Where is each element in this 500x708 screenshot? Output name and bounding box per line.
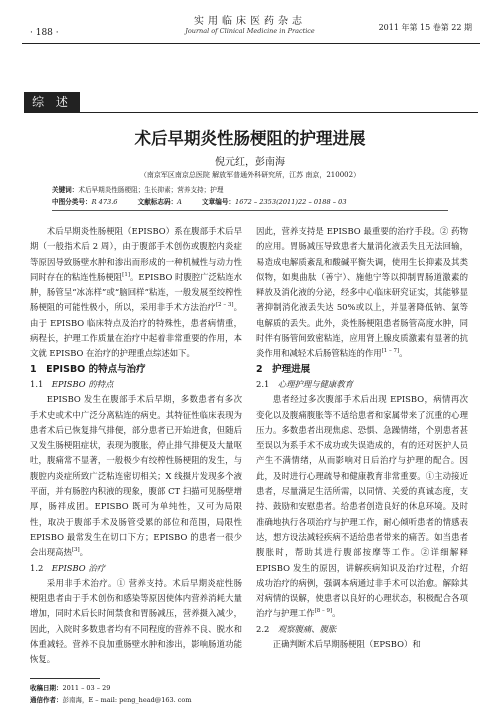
paragraph-2-1: 患者经过多次腹部手术后出现 EPISBO，病情再次变化以及腹痛腹胀等不适给患者和家属带来了沉重的心理压力。多数患者出现焦虑、恐惧、急躁情绪，个别患者甚至误以为系手术不成功或失误造成的，有的还对医护人员产生不满情绪，从而影响对日后治疗与护理的配合。因此，及时进行心理疏导和健康教育非常重要。①主动接近患者，尽量满足生活所需，以同情、关爱的真诚态度，支持、鼓励和安慰患者。给患者创造良好的休息环境。及时准确地执行各项治疗与护理工作，耐心倾听患者的情感表达，想方设法减轻疾病不适给患者带来的痛苦。如当患者腹胀时，帮助其进行腹部按摩等工作。②详细解释 EPISBO 发生的原因，讲解疾病知识及治疗过程，介绍成功治疗的病例，强调本病通过非手术可以治愈。解除其对病情的误解，使患者以良好的心理状态，积极配合各项治疗与护理工作[8 – 9]。 bbox=[256, 394, 468, 619]
body-column-right bbox=[256, 224, 468, 652]
citation[interactable]: [2 – 3] bbox=[215, 302, 234, 309]
body-column-left bbox=[30, 224, 242, 668]
citation[interactable]: [1] bbox=[122, 272, 130, 279]
article-title: 术后早期炎性肠梗阻的护理进展 bbox=[134, 129, 366, 148]
paragraph-1-1: EPISBO 发生在腹部手术后早期，多数患者有多次手术史或术中广泛分离粘连的病史。其特征性临床表现为患者术后已恢复排气排便，部分患者已开始进食，但随后又发生肠梗阻症状，表现为腹胀，停止排气排便及大量呕吐，腹痛常不显著，一般极少有绞榨性肠梗阻的发生，与腹腔内炎症所致广泛粘连密切相关；X 线摄片发现多个液平面，并有肠腔内积液的现象，腹部 CT 扫描可见肠壁增厚，肠袢成团。EPISBO 既可为单纯性，又可为局限性，取决于腹部手术及肠管受累的部位和范围，局限性 EPISBO 最常发生在切口下方；EPISBO 的患者一很少会出现高热[3]。 bbox=[30, 394, 242, 558]
keywords-label: 关键词： bbox=[52, 186, 79, 194]
section-tag: 综 述 bbox=[24, 92, 80, 113]
subsection-heading-1-2: 1.2 EPISBO 治疗 bbox=[30, 562, 106, 573]
issue-info: 2011 年第 15 卷第 22 期 bbox=[378, 23, 472, 32]
subsection-heading-1-1: 1.1 EPISBO 的特点 bbox=[30, 378, 114, 389]
paragraph-2-2: 正确判断术后早期肠梗阻（EPSBO）和 bbox=[272, 639, 421, 650]
header-rule bbox=[22, 43, 480, 44]
citation[interactable]: [3] bbox=[71, 547, 80, 554]
paragraph-1-2: 采用非手术治疗。① 营养支持。术后早期炎症性肠梗阻患者由于手术创伤和感染等原因使体内营养消耗大量增加，同时术后长时间禁食和胃肠减压，营养摄入减少，因此，入院时多数患者均有不同程度的营养不良、脱水和体重减轻。营养不良加重肠壁水肿和渗出，影响肠道功能恢复。 bbox=[30, 577, 242, 665]
article-number-field: 文章编号：1672 – 2353(2011)22 – 0188 – 03 bbox=[202, 198, 347, 206]
meta-rule bbox=[52, 210, 448, 211]
section-heading-2: 2 护理进展 bbox=[256, 363, 311, 375]
section-rule bbox=[80, 112, 478, 113]
received-date: 收稿日期：2011 – 03 – 29 bbox=[30, 684, 111, 692]
page-number: · 188 · bbox=[30, 28, 59, 38]
footnote-rule bbox=[30, 678, 100, 679]
keywords-line bbox=[52, 184, 452, 194]
section-heading-1: 1 EPISBO 的特点与治疗 bbox=[30, 363, 146, 375]
article-authors: 倪元红，彭南海 bbox=[215, 157, 285, 168]
paragraph-1-2-continued: 因此，营养支持是 EPISBO 最重要的治疗手段。② 药物的应用。胃肠减压导致患者大量消化液丢失且无法回输，易造成电解质紊乱和酸碱平衡失调，使用生长抑素及其类似物，如奥曲肽（善宁）、施他宁等以抑制胃肠道激素的释放及消化液的分泌，经多中心临床研究证实，其能够显著抑制消化液丢失达 50%或以上，并显著降低钠、氯等电解质的丢失。此外，炎性肠梗阻患者肠管高度水肿，同时伴有肠管间致密粘连，应用肾上腺皮质激素有显著的抗炎作用和减轻术后肠管粘连的作用[1 – 7]。 bbox=[256, 226, 468, 359]
citation[interactable]: [8 – 9] bbox=[314, 608, 333, 615]
article-affiliation: （南京军区南京总医院 解放军普通外科研究所，江苏 南京，210002） bbox=[139, 171, 361, 179]
journal-title-english: Journal of Clinical Medicine in Practice bbox=[185, 27, 315, 35]
classification-line bbox=[52, 196, 472, 206]
subsection-heading-2-2: 2.2 观察腹痛、腹胀 bbox=[256, 623, 337, 634]
clc-field: 中图分类号：R 473.6 bbox=[52, 198, 118, 206]
subsection-heading-2-1: 2.1 心理护理与健康教育 bbox=[256, 378, 354, 389]
citation[interactable]: [1 – 7] bbox=[381, 348, 400, 355]
keywords-text: 术后早期炎性肠梗阻；生长抑素；营养支持；护理 bbox=[78, 186, 224, 194]
intro-paragraph: 术后早期炎性肠梗阻（EPISBO）系在腹部手术后早期（一般指术后 2 周），由于腹部手术创伤或腹腔内炎症等原因导致肠壁水肿和渗出而形成的一种机械性与动力性同时存在的粘连性肠梗阻[1]。EPISBO 时腹腔广泛粘连水肿，肠管呈“冰冻样”或“脑回样”粘连，一般发展至绞榨性肠梗阻的可能性极小，所以，采用非手术方法治疗[2 – 3]。由于 EPISBO 临床特点及治疗的特殊性，患者病情重，病程长，护理工作质量在治疗中起着非常重要的作用，本文就 EPISBO 在治疗的护理重点综述如下。 bbox=[30, 226, 243, 359]
journal-title: 实用临床医药杂志 bbox=[194, 16, 306, 27]
corresponding-author: 通信作者：彭南海，E – mail: peng_head@163. com bbox=[30, 696, 192, 704]
doc-code-field: 文献标志码：A bbox=[137, 198, 182, 206]
